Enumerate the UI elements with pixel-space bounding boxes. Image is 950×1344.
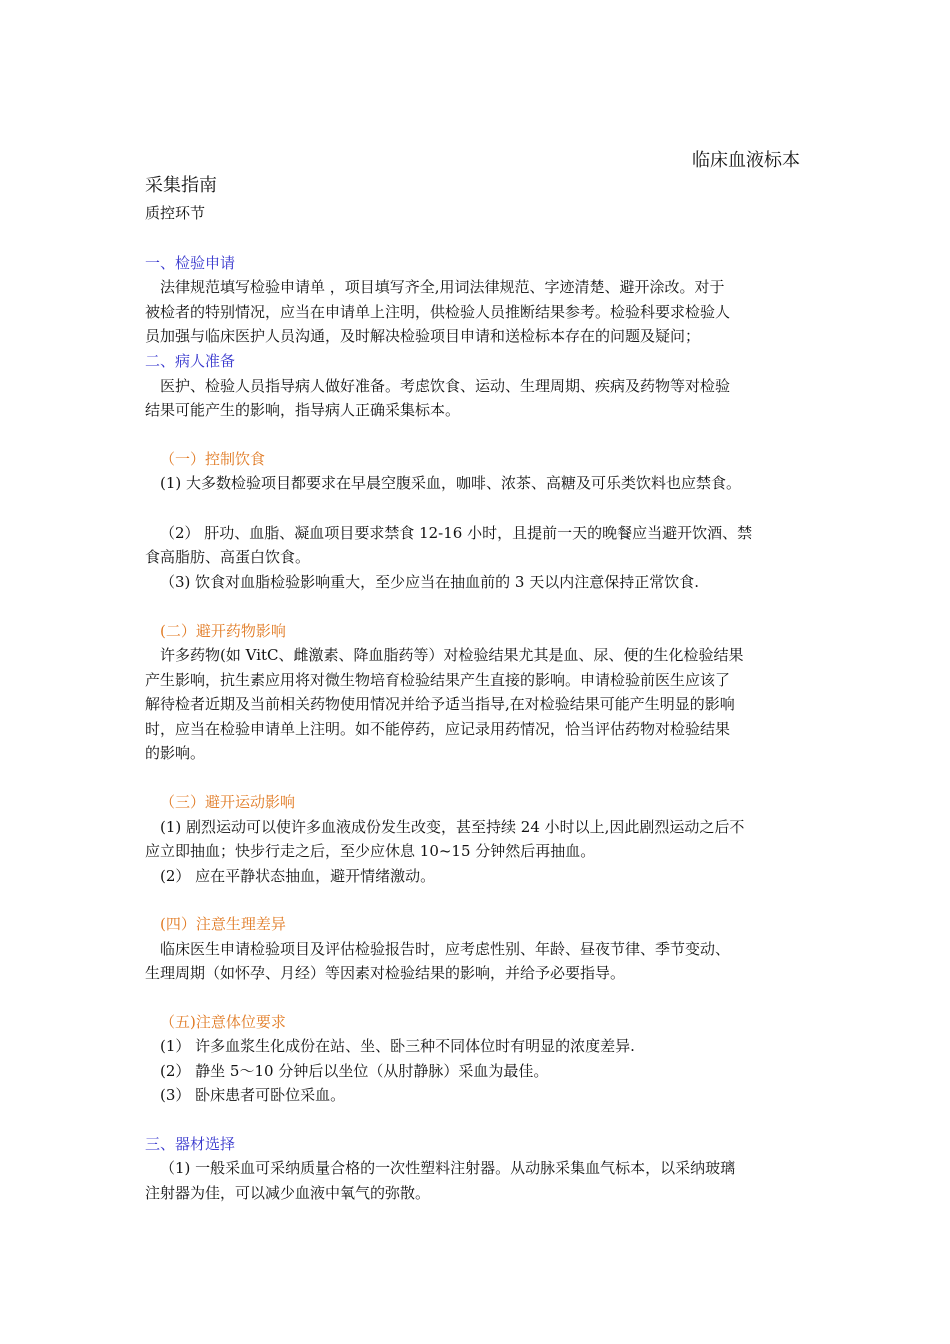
sub1-item: (1) 大多数检验项目都要求在早晨空腹采血，咖啡、浓茶、高糖及可乐类饮料也应禁食。 <box>160 474 742 492</box>
sub5-item: (2） 静坐 5～10 分钟后以坐位（从肘静脉）采血为最佳。 <box>160 1062 549 1080</box>
sub2-line: 解待检者近期及当前相关药物使用情况并给予适当指导,在对检验结果可能产生明显的影响 <box>145 695 735 713</box>
sub2-line: 许多药物(如 VitC、雌激素、降血脂药等）对检验结果尤其是血、尿、便的生化检验结果 <box>160 646 744 664</box>
sub3-item: (1) 剧烈运动可以使许多血液成份发生改变，甚至持续 24 小时以上,因此剧烈运动之后不 <box>160 818 745 836</box>
sub3-item: (2） 应在平静状态抽血，避开情绪激动。 <box>160 867 436 885</box>
section1-heading: 一、检验申请 <box>145 254 236 272</box>
sub4-heading: (四）注意生理差异 <box>160 915 286 933</box>
section3-heading: 三、器材选择 <box>145 1135 236 1153</box>
sub5-item: (3） 卧床患者可卧位采血。 <box>160 1086 346 1104</box>
sub2-heading: (二）避开药物影响 <box>160 622 286 640</box>
section3-line: （1) 一般采血可采纳质量合格的一次性塑料注射器。从动脉采集血气标本，以采纳玻璃 <box>160 1159 736 1177</box>
sub4-line: 临床医生申请检验项目及评估检验报告时，应考虑性别、年龄、昼夜节律、季节变动、 <box>160 940 731 958</box>
sub2-line: 产生影响，抗生素应用将对微生物培育检验结果产生直接的影响。申请检验前医生应该了 <box>145 671 731 689</box>
section3-line: 注射器为佳，可以减少血液中氧气的弥散。 <box>145 1184 431 1202</box>
section1-line: 法律规范填写检验申请单 ，项目填写齐全,用词法律规范、字迹清楚、避开涂改。对于 <box>160 278 725 296</box>
sub2-line: 的影响。 <box>145 744 206 762</box>
section1-line: 被检者的特别情况，应当在申请单上注明，供检验人员推断结果参考。检验科要求检验人 <box>145 303 731 321</box>
sub1-item: 食高脂肪、高蛋白饮食。 <box>145 548 311 566</box>
sub5-heading: （五)注意体位要求 <box>160 1013 286 1031</box>
sub3-heading: （三）避开运动影响 <box>160 793 296 811</box>
sub5-item: (1） 许多血浆生化成份在站、坐、卧三种不同体位时有明显的浓度差异. <box>160 1037 635 1055</box>
title-part2: 采集指南 <box>145 175 217 196</box>
sub3-item: 应立即抽血；快步行走之后，至少应休息 10~15 分钟然后再抽血。 <box>145 842 596 860</box>
section2-heading: 二、病人准备 <box>145 352 236 370</box>
sub2-line: 时，应当在检验申请单上注明。如不能停药，应记录用药情况，恰当评估药物对检验结果 <box>145 720 731 738</box>
section2-line: 医护、检验人员指导病人做好准备。考虑饮食、运动、生理周期、疾病及药物等对检验 <box>160 377 731 395</box>
subtitle: 质控环节 <box>145 204 206 222</box>
sub4-line: 生理周期（如怀孕、月经）等因素对检验结果的影响，并给予必要指导。 <box>145 964 626 982</box>
title-part1: 临床血液标本 <box>692 150 800 171</box>
sub1-heading: （一）控制饮食 <box>160 450 266 468</box>
sub1-item: （3) 饮食对血脂检验影响重大，至少应当在抽血前的 3 天以内注意保持正常饮食. <box>160 573 700 591</box>
sub1-item: （2） 肝功、血脂、凝血项目要求禁食 12-16 小时，且提前一天的晚餐应当避开饮酒、禁 <box>160 524 753 542</box>
section2-line: 结果可能产生的影响，指导病人正确采集标本。 <box>145 401 461 419</box>
section1-line: 员加强与临床医护人员沟通，及时解决检验项目申请和送检标本存在的问题及疑问； <box>145 327 701 345</box>
